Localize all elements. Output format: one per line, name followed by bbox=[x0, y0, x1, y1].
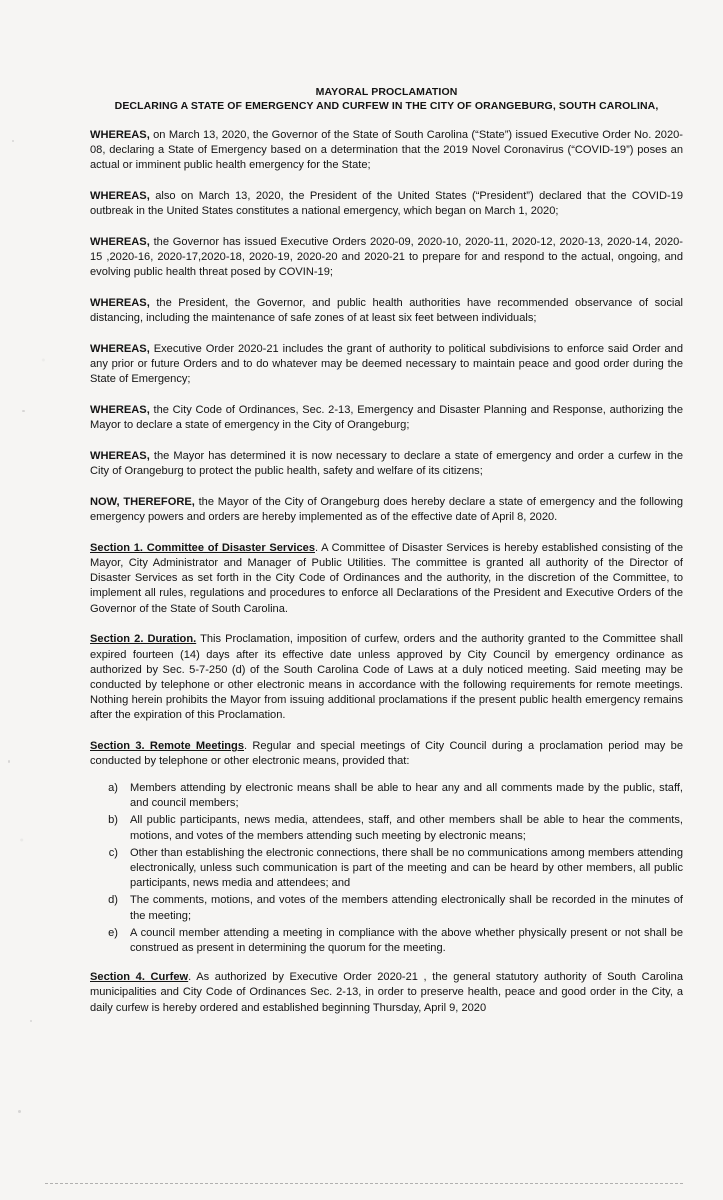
section-2-text: This Proclamation, imposition of curfew, orders and the authority granted to the Committee shall expired fourteen (14) days after its effective date unless approved by City Council by emergency ordinance as authorized by Sec. 5-7-250 (d) of the South Carolina Code of Laws at a duly noticed meeting. Said meeting may be conducted by telephone or other electronic means in accordance with the following requirements for remote meetings. Nothing herein prohibits the Mayor from issuing additional proclamations if the present public health emergency remains after the expiration of this Proclamation. bbox=[90, 633, 684, 722]
whereas-lead: WHEREAS, bbox=[90, 297, 150, 310]
remote-meeting-requirements-list bbox=[90, 781, 683, 956]
list-item-label: d) bbox=[108, 894, 118, 907]
list-item bbox=[90, 893, 683, 923]
scan-speck bbox=[30, 1020, 32, 1022]
list-item-label: a) bbox=[108, 782, 118, 794]
proclamation-subtitle: DECLARING A STATE OF EMERGENCY AND CURFEW IN THE CITY OF ORANGEBURG, SOUTH CAROLINA, bbox=[114, 100, 659, 112]
whereas-paragraph bbox=[90, 189, 683, 219]
section-4-heading: Section 4. Curfew bbox=[90, 971, 189, 984]
proclamation-title: MAYORAL PROCLAMATION bbox=[315, 86, 458, 98]
section-4-paragraph bbox=[90, 970, 683, 1016]
section-4-text: . As authorized by Executive Order 2020-21 , the general statutory authority of South Carolina municipalities and City Code of Ordinances Sec. 2-13, in order to preserve health, peace and good order in the City, a daily curfew is hereby ordered and established beginning Thursday, April 9, 2020 bbox=[90, 971, 684, 1014]
whereas-lead: WHEREAS, bbox=[90, 343, 150, 356]
whereas-paragraph bbox=[90, 235, 683, 281]
whereas-text: also on March 13, 2020, the President of the United States (“President”) declared that the COVID-19 outbreak in the United States constitutes a national emergency, which began on March 1, 2020; bbox=[90, 190, 683, 218]
list-item-label: c) bbox=[108, 846, 118, 859]
whereas-lead: WHEREAS, bbox=[90, 404, 150, 417]
whereas-paragraph bbox=[90, 296, 683, 326]
whereas-paragraph bbox=[90, 128, 683, 174]
scan-speck bbox=[12, 140, 14, 142]
list-item-text: The comments, motions, and votes of the members attending electronically shall be recorded in the minutes of the meeting; bbox=[130, 894, 683, 922]
section-1-text: . A Committee of Disaster Services is hereby established consisting of the Mayor, City Administrator and Manager of Public Utilities. The committee is granted all authority of the Director of Disaster Services as set forth in the City Code of Ordinances and the authority, in the discretion of the Committee, to implement all rules, regulations and procedures to enforce all Declarations of the President and Executive Orders of the Governor of the State of South Carolina. bbox=[90, 541, 683, 615]
list-item bbox=[90, 813, 683, 843]
scan-speck bbox=[8, 760, 10, 763]
proclamation-header bbox=[90, 85, 683, 113]
whereas-paragraph bbox=[90, 342, 683, 388]
whereas-lead: WHEREAS, bbox=[90, 190, 150, 203]
whereas-lead: WHEREAS, bbox=[90, 236, 150, 249]
whereas-paragraph bbox=[90, 403, 683, 433]
whereas-text: the Mayor has determined it is now necessary to declare a state of emergency and order a curfew in the City of Orangeburg to protect the public health, safety and welfare of its citizens; bbox=[90, 450, 683, 478]
whereas-text: on March 13, 2020, the Governor of the State of South Carolina (“State”) issued Executive Order No. 2020-08, declaring a State of Emergency based on a determination that the 2019 Novel Coronavirus (“COVID-19”) poses an actual or imminent public health emergency for the State; bbox=[90, 129, 683, 172]
page-bottom-edge bbox=[45, 1183, 683, 1184]
therefore-lead: NOW, THEREFORE, bbox=[90, 495, 195, 508]
whereas-text: the Governor has issued Executive Orders 2020-09, 2020-10, 2020-11, 2020-12, 2020-13, 2020-14, 2020-15 ,2020-16, 2020-17,2020-18, 2020-19, 2020-20 and 2020-21 to prepare for and respond to the actual, ongoing, and evolving public health threat posed by COVIN-19; bbox=[90, 236, 683, 279]
whereas-lead: WHEREAS, bbox=[90, 450, 150, 463]
section-3-heading: Section 3. Remote Meetings bbox=[90, 740, 245, 753]
section-3-paragraph bbox=[90, 739, 683, 769]
list-item bbox=[90, 846, 683, 892]
therefore-paragraph bbox=[90, 495, 683, 525]
list-item-text: Other than establishing the electronic connections, there shall be no communications among members attending electronically, unless such communication is part of the meeting and can be heard by other members, all public participants, news media and attendees; and bbox=[130, 846, 683, 890]
list-item bbox=[90, 926, 683, 956]
whereas-text: the President, the Governor, and public health authorities have recommended observance of social distancing, including the maintenance of safe zones of at least six feet between individuals; bbox=[90, 297, 683, 325]
whereas-text: Executive Order 2020-21 includes the grant of authority to political subdivisions to enforce said Order and any prior or future Orders and to do whatever may be deemed necessary to maintain peace and good order during the State of Emergency; bbox=[90, 343, 683, 386]
list-item-label: e) bbox=[108, 926, 118, 939]
scan-speck bbox=[18, 1110, 21, 1113]
whereas-lead: WHEREAS, bbox=[90, 129, 150, 141]
section-1-heading: Section 1. Committee of Disaster Services bbox=[90, 541, 315, 554]
list-item-label: b) bbox=[108, 814, 118, 827]
section-2-heading: Section 2. Duration. bbox=[90, 633, 197, 646]
list-item-text: Members attending by electronic means shall be able to hear any and all comments made by the public, staff, and council members; bbox=[130, 782, 683, 810]
section-1-paragraph bbox=[90, 541, 683, 617]
section-2-paragraph bbox=[90, 632, 683, 723]
therefore-text: the Mayor of the City of Orangeburg does hereby declare a state of emergency and the following emergency powers and orders are hereby implemented as of the effective date of April 8, 2020. bbox=[90, 495, 683, 524]
list-item-text: All public participants, news media, attendees, staff, and other members shall be able to hear the comments, motions, and votes of the members attending such meeting by electronic means; bbox=[130, 814, 683, 842]
list-item bbox=[90, 781, 683, 811]
whereas-text: the City Code of Ordinances, Sec. 2-13, Emergency and Disaster Planning and Response, authorizing the Mayor to declare a state of emergency in the City of Orangeburg; bbox=[90, 404, 683, 432]
section-3-text: . Regular and special meetings of City Council during a proclamation period may be conducted by telephone or other electronic means, provided that: bbox=[90, 740, 683, 768]
list-item-text: A council member attending a meeting in compliance with the above whether physically present or not shall be construed as present in determining the quorum for the meeting. bbox=[130, 926, 683, 955]
scan-speck bbox=[22, 410, 25, 412]
whereas-paragraph bbox=[90, 449, 683, 479]
